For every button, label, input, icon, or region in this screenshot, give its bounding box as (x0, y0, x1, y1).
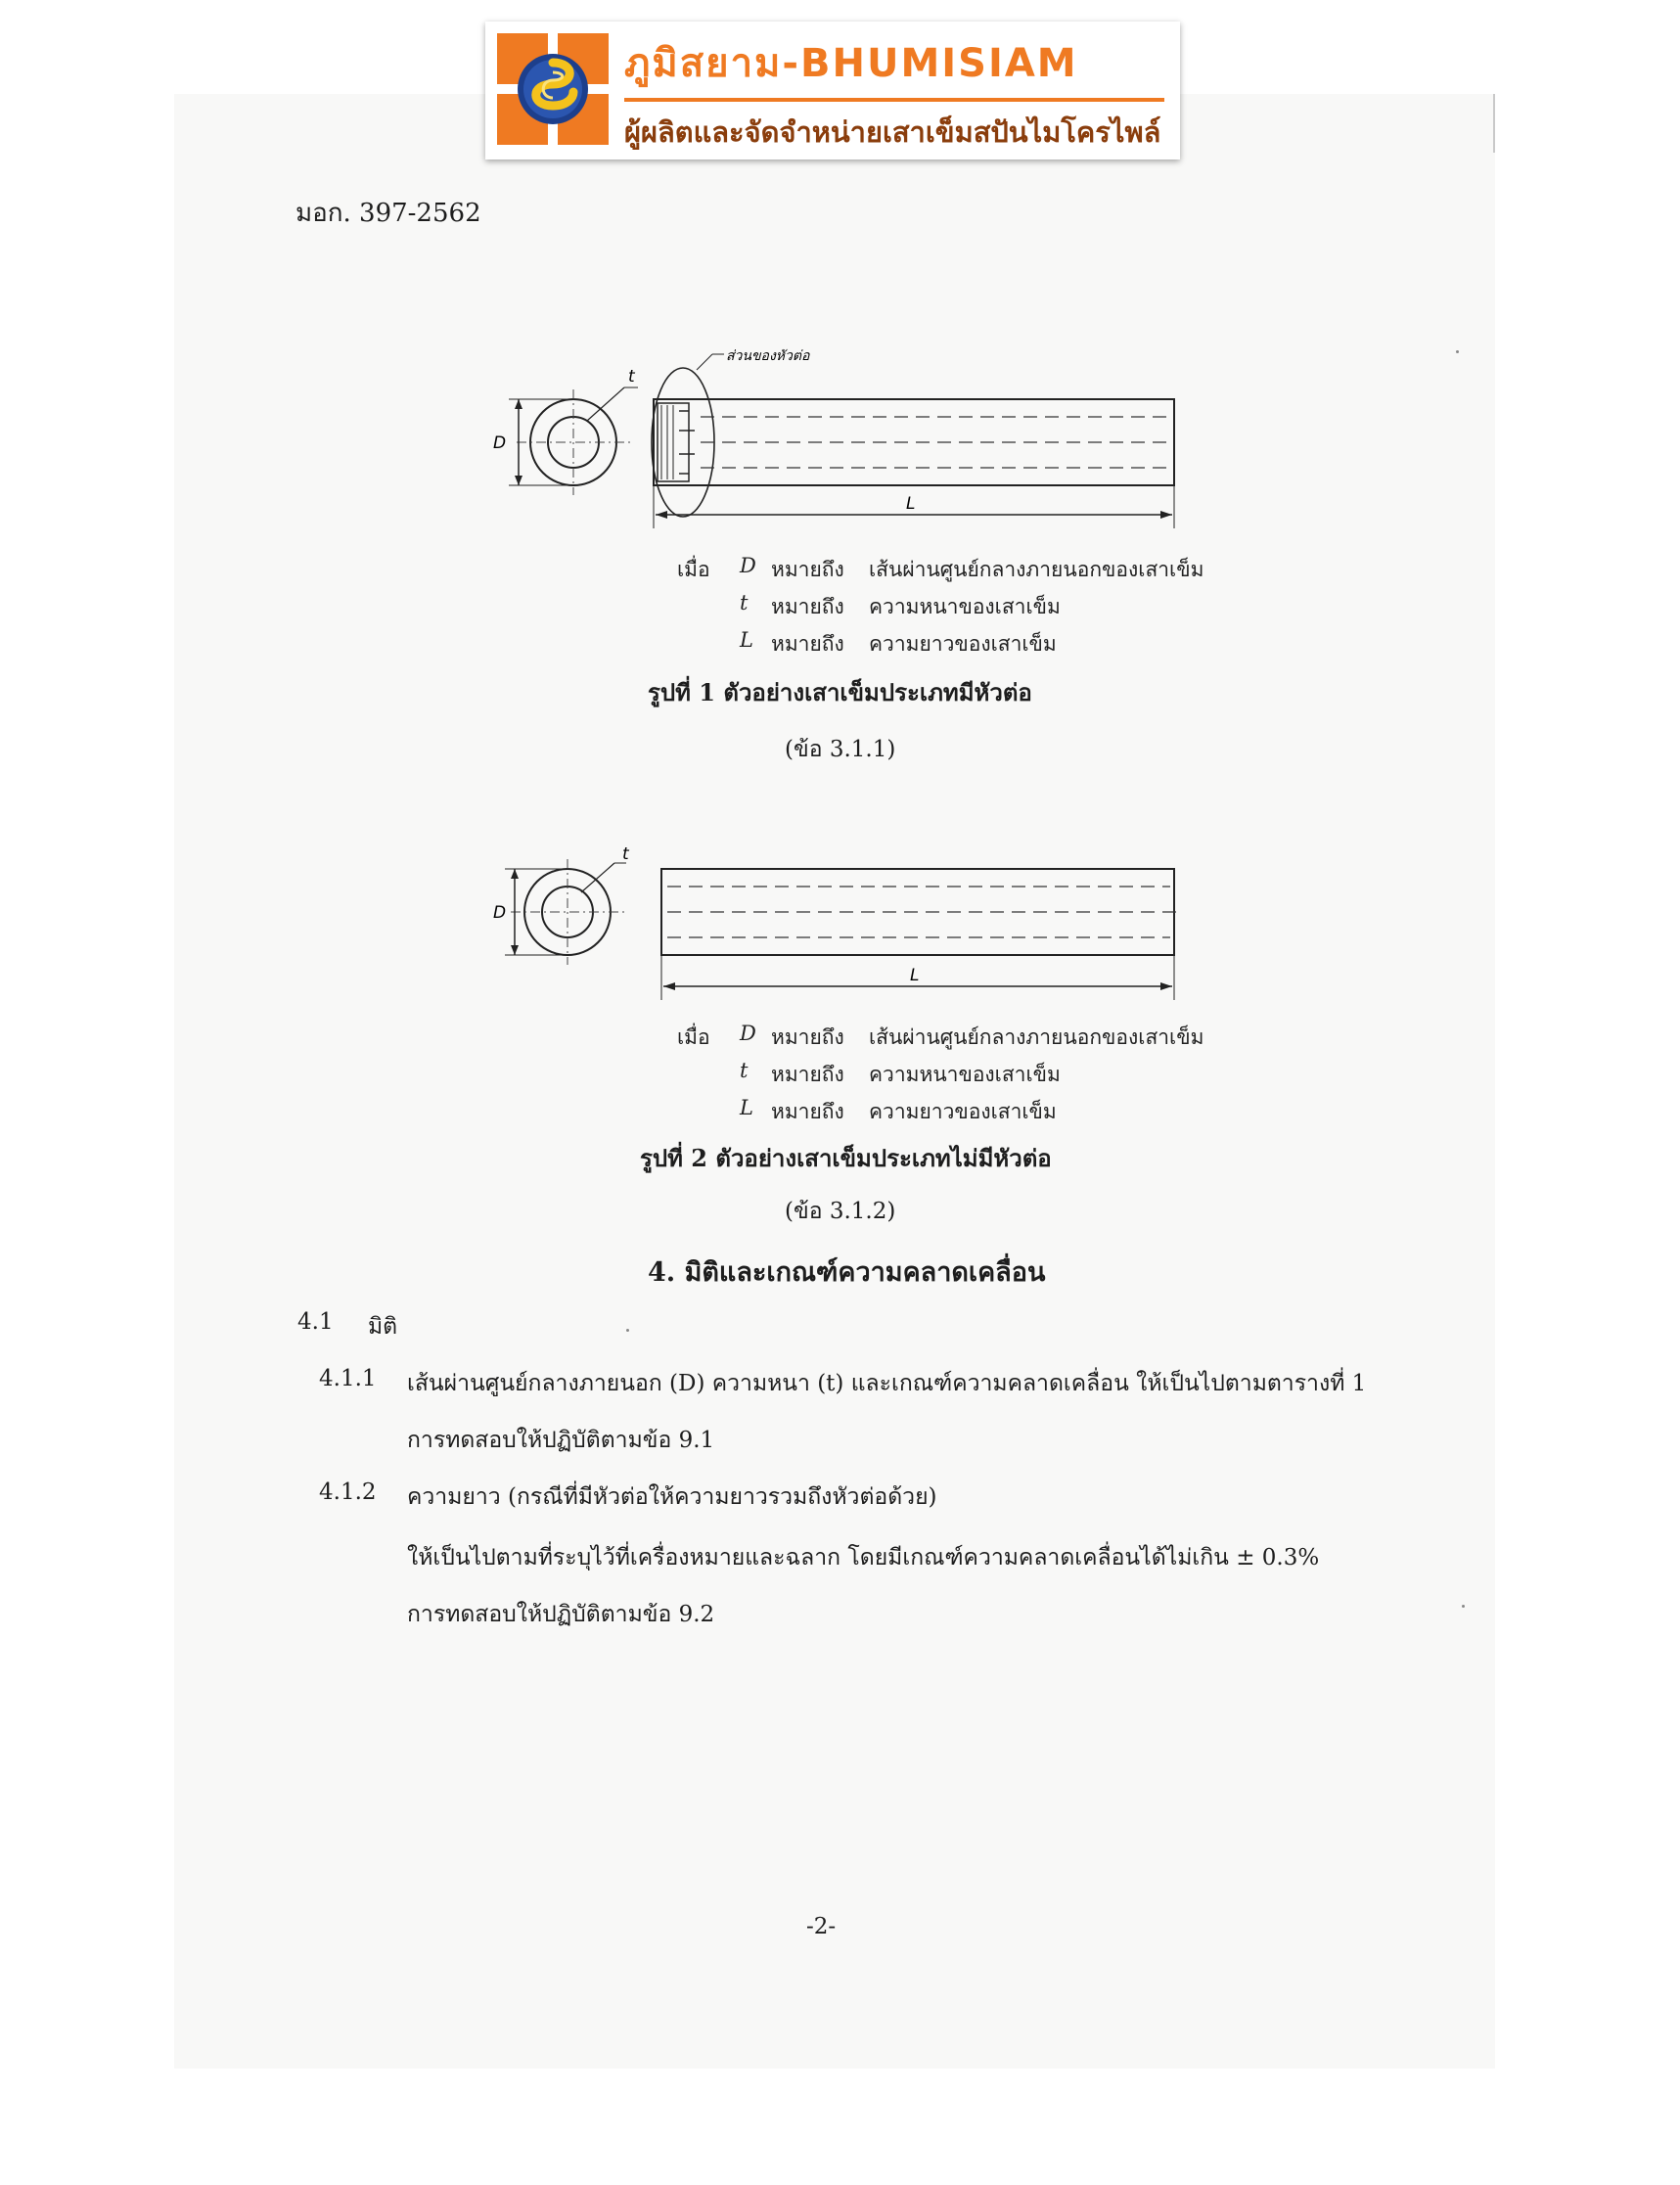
legend-description: ความยาวของเสาเข็ม (869, 1100, 1057, 1123)
figure-1-diagram (479, 333, 1223, 528)
legend-means: หมายถึง (771, 595, 844, 618)
logo-title: ภูมิสยาม-BHUMISIAM (624, 41, 1078, 86)
figure-2-label-t: t (622, 844, 629, 864)
subsection-number: 4.1 (297, 1309, 334, 1335)
item-text: เส้นผ่านศูนย์กลางภายนอก (D) ความหนา (t) และเกณฑ์ความคลาดเคลื่อน ให้เป็นไปตามตารางที่ 1 (407, 1371, 1367, 1396)
company-logo-banner (485, 22, 1180, 159)
legend-description: เส้นผ่านศูนย์กลางภายนอกของเสาเข็ม (869, 1025, 1204, 1049)
legend-symbol: D (740, 1022, 756, 1045)
page-number: -2- (806, 1914, 837, 1939)
legend-description: ความหนาของเสาเข็ม (869, 1063, 1061, 1086)
figure-1-legend (677, 554, 1225, 661)
legend-means: หมายถึง (771, 1063, 844, 1086)
figure-1-label-t: t (628, 367, 635, 387)
logo-subtitle: ผู้ผลิตและจัดจำหน่ายเสาเข็มสปันไมโครไพล์ (624, 115, 1161, 149)
figure-2-caption: รูปที่ 2 ตัวอย่างเสาเข็มประเภทไม่มีหัวต่อ (640, 1144, 1052, 1172)
legend-when: เมื่อ (677, 558, 710, 581)
figure-2-label-L: L (910, 966, 920, 985)
item-4-1-1-continuation: การทดสอบให้ปฏิบัติตามข้อ 9.1 (407, 1428, 715, 1453)
legend-symbol: L (740, 628, 753, 652)
legend-symbol: t (740, 591, 749, 615)
legend-means: หมายถึง (771, 1100, 844, 1123)
item-number: 4.1.2 (319, 1479, 377, 1505)
figure-1-label-joint: ส่วนของหัวต่อ (726, 348, 810, 364)
legend-means: หมายถึง (771, 1025, 844, 1049)
logo-divider (624, 98, 1164, 102)
figure-2-legend (677, 1022, 1225, 1129)
legend-means: หมายถึง (771, 558, 844, 581)
standard-code: มอก. 397-2562 (295, 199, 481, 228)
figure-1-label-D: D (493, 433, 507, 453)
legend-symbol: D (740, 554, 756, 577)
scan-speck (626, 1329, 629, 1332)
legend-when: เมื่อ (677, 1025, 710, 1049)
item-number: 4.1.1 (319, 1366, 377, 1391)
figure-1-label-L: L (906, 494, 916, 514)
legend-means: หมายถึง (771, 632, 844, 656)
scan-speck (1462, 1605, 1465, 1608)
pile-with-joint-drawing (479, 333, 1223, 528)
section-4-heading: 4. มิติและเกณฑ์ความคลาดเคลื่อน (648, 1257, 1046, 1288)
item-text: ความยาว (กรณีที่มีหัวต่อให้ความยาวรวมถึงหัวต่อด้วย) (407, 1484, 937, 1510)
item-4-1-2-line-2: ให้เป็นไปตามที่ระบุไว้ที่เครื่องหมายและฉลาก โดยมีเกณฑ์ความคลาดเคลื่อนได้ไม่เกิน ± 0.3% (407, 1545, 1320, 1570)
legend-description: ความหนาของเสาเข็ม (869, 595, 1061, 618)
figure-2-clause: (ข้อ 3.1.2) (785, 1199, 896, 1224)
item-4-1-2-line-3: การทดสอบให้ปฏิบัติตามข้อ 9.2 (407, 1602, 715, 1627)
figure-2-diagram (479, 843, 1223, 1010)
figure-2-label-D: D (493, 903, 507, 923)
figure-1-clause: (ข้อ 3.1.1) (785, 737, 896, 762)
legend-description: เส้นผ่านศูนย์กลางภายนอกของเสาเข็ม (869, 558, 1204, 581)
figure-1-caption: รูปที่ 1 ตัวอย่างเสาเข็มประเภทมีหัวต่อ (648, 678, 1032, 706)
subsection-title: มิติ (368, 1314, 398, 1340)
scan-speck (1456, 350, 1459, 353)
pile-without-joint-drawing (479, 843, 1223, 1010)
page-edge (1493, 94, 1495, 153)
legend-symbol: L (740, 1096, 753, 1119)
legend-symbol: t (740, 1059, 749, 1082)
company-emblem (497, 33, 609, 145)
legend-description: ความยาวของเสาเข็ม (869, 632, 1057, 656)
